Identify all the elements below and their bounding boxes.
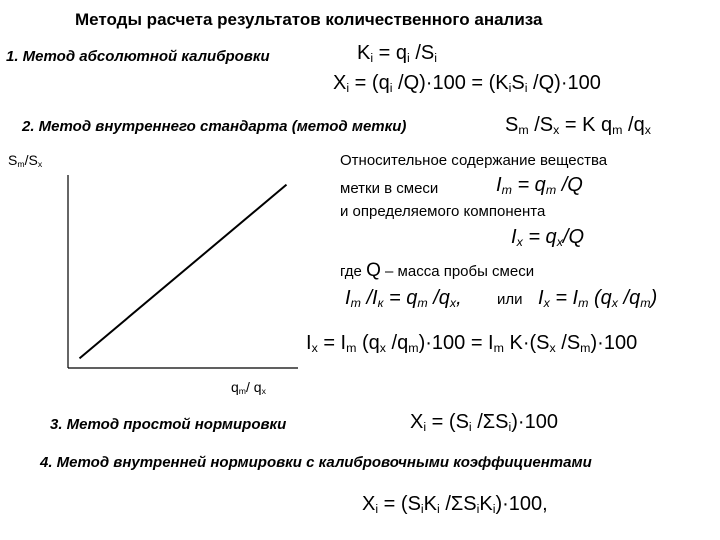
formula-ix-2: $I_x = I_m$ ($q_x$ $/q_m$) bbox=[538, 287, 658, 311]
calibration-chart bbox=[0, 150, 320, 400]
method1-formula-x: $X_i = (q_i$ $/Q)\cdot 100 = (K_iS_i$ /Q)·100 bbox=[333, 72, 601, 96]
calibration-series-line bbox=[80, 185, 287, 359]
formula-ix: $I_x = q_x/Q$ bbox=[511, 226, 585, 250]
method3-label: 3. Метод простой нормировки bbox=[50, 416, 287, 433]
page-title: Методы расчета результатов количественного анализа bbox=[75, 10, 543, 29]
method4-label: 4. Метод внутренней нормировки с калибровочными коэффициентами bbox=[40, 454, 592, 471]
formula-im: $I_m = q_m$ /Q bbox=[496, 174, 583, 198]
method3-formula: $X_i = (S_i$ $/\Sigma S_i)\cdot 100$ bbox=[410, 411, 558, 435]
method1-formula-k: $K_i = q_i$ $/S_i$ bbox=[357, 42, 438, 66]
or-text: или bbox=[497, 291, 523, 308]
method2-label: 2. Метод внутреннего стандарта (метод метки) bbox=[22, 118, 407, 135]
method2-formula-ratio: $S_m$ $/S_x = K$ $q_m$ $/q_x$ bbox=[505, 114, 651, 138]
and-component-text: и определяемого компонента bbox=[340, 203, 546, 220]
method1-label: 1. Метод абсолютной калибровки bbox=[6, 48, 270, 65]
chart-x-label: $q_m/$ $q_x$ bbox=[231, 379, 266, 397]
chart-y-label: $S_m/S_x$ bbox=[8, 152, 43, 170]
rel-content-text: Относительное содержание вещества bbox=[340, 152, 608, 169]
formula-ratio-2: $I_m$ $/I_к = q_m$ $/q_x$, bbox=[345, 287, 462, 311]
where-text: где Q – масса пробы смеси bbox=[340, 260, 535, 281]
method4-formula: $X_i = (S_iK_i$ $/\Sigma S_iK_i)\cdot 100$, bbox=[362, 493, 548, 517]
label-in-mix-text: метки в смеси bbox=[340, 180, 439, 197]
formula-final: $I_x = I_m$ ($q_x$ $/q_m)\cdot 100 = I_m$ $K\cdot(S_x$ $/S_m)\cdot 100$ bbox=[306, 332, 638, 356]
